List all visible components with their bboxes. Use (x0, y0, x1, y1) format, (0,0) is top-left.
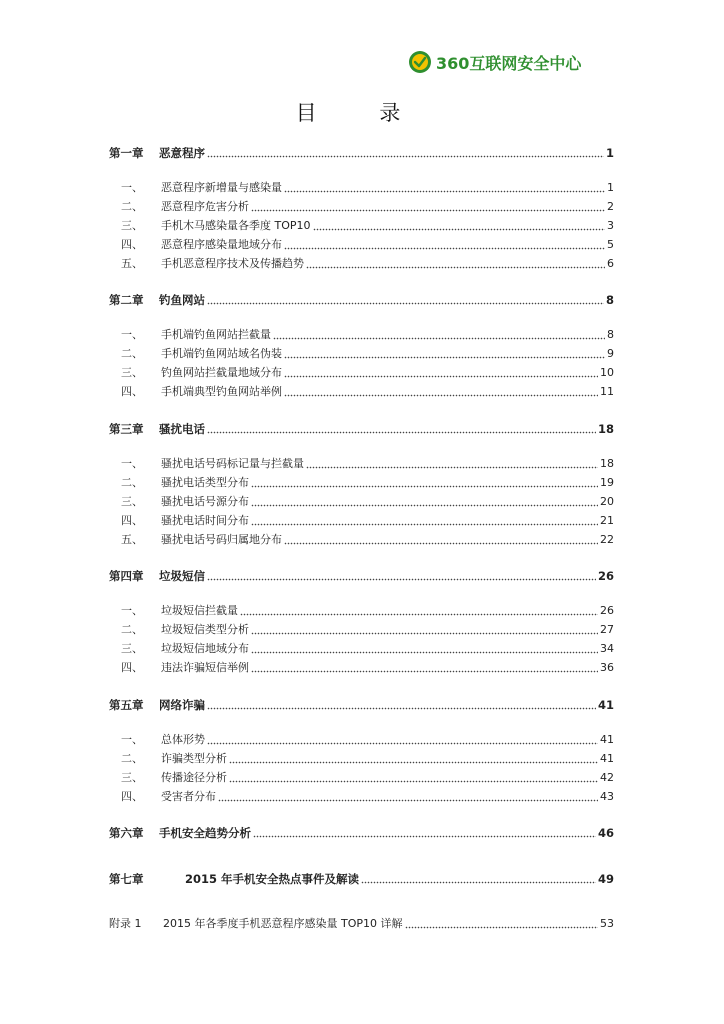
toc-number: 第一章 (109, 146, 144, 160)
dot-leader (306, 266, 605, 269)
toc-page-number: 22 (600, 533, 614, 546)
toc-title: 骚扰电话 (159, 422, 205, 436)
toc-number: 四、 (121, 385, 143, 398)
toc-number: 三、 (121, 219, 143, 232)
toc-page-number: 26 (600, 604, 614, 617)
toc-section-row[interactable] (109, 532, 614, 548)
toc-title: 恶意程序新增量与感染量 (161, 181, 282, 194)
toc-page-number: 8 (607, 328, 614, 341)
dot-leader (306, 466, 598, 469)
toc-page-number: 18 (600, 457, 614, 470)
dot-leader (251, 504, 598, 507)
dot-leader (251, 485, 598, 488)
toc-number: 一、 (121, 604, 143, 617)
toc-section-row[interactable] (109, 475, 614, 491)
toc-section-row[interactable] (109, 770, 614, 786)
toc-number: 三、 (121, 642, 143, 655)
toc-number: 四、 (121, 790, 143, 803)
toc-number: 附录 1 (109, 917, 142, 930)
toc-title: 恶意程序感染量地域分布 (161, 238, 282, 251)
toc-title: 手机端钓鱼网站拦截量 (161, 328, 271, 341)
toc-number: 二、 (121, 200, 143, 213)
toc-number: 一、 (121, 457, 143, 470)
toc-page-number: 9 (607, 347, 614, 360)
toc-section-row[interactable] (109, 180, 614, 196)
toc-page-number: 6 (607, 257, 614, 270)
dot-leader (229, 761, 598, 764)
dot-leader (284, 375, 598, 378)
toc-page-number: 18 (597, 422, 614, 436)
toc-section-row[interactable] (109, 513, 614, 529)
toc-page-number: 2 (607, 200, 614, 213)
toc-title: 恶意程序危害分析 (161, 200, 249, 213)
toc-number: 三、 (121, 771, 143, 784)
toc-number: 二、 (121, 623, 143, 636)
toc-section-row[interactable] (109, 256, 614, 272)
toc-number: 四、 (121, 514, 143, 527)
toc-page-number: 46 (597, 826, 614, 840)
toc-page-number: 3 (607, 219, 614, 232)
toc-section-row[interactable] (109, 660, 614, 676)
toc-title: 恶意程序 (159, 146, 205, 160)
toc-section-row[interactable] (109, 732, 614, 748)
dot-leader (273, 337, 605, 340)
toc-title: 垃圾短信拦截量 (161, 604, 238, 617)
toc-title: 骚扰电话类型分布 (161, 476, 249, 489)
toc-title: 传播途径分析 (161, 771, 227, 784)
dot-leader (207, 155, 604, 158)
toc-number: 第六章 (109, 826, 144, 840)
dot-leader (284, 247, 605, 250)
dot-leader (207, 742, 598, 745)
toc-title: 骚扰电话时间分布 (161, 514, 249, 527)
toc-page-number: 49 (597, 872, 614, 886)
toc-page-number: 43 (600, 790, 614, 803)
toc-page-number: 8 (605, 293, 614, 307)
dot-leader (284, 190, 605, 193)
dot-leader (251, 651, 598, 654)
dot-leader (313, 228, 605, 231)
toc-number: 第四章 (109, 569, 144, 583)
dot-leader (218, 799, 598, 802)
toc-title: 手机恶意程序技术及传播趋势 (161, 257, 304, 270)
toc-title: 垃圾短信类型分析 (161, 623, 249, 636)
toc-chapter-row[interactable] (109, 568, 614, 584)
toc-page-number: 20 (600, 495, 614, 508)
toc-page-number: 41 (597, 698, 614, 712)
toc-number: 三、 (121, 495, 143, 508)
dot-leader (284, 542, 598, 545)
toc-page-number: 11 (600, 385, 614, 398)
dot-leader (240, 613, 598, 616)
toc-section-row[interactable] (109, 237, 614, 253)
toc-chapter-row[interactable] (109, 292, 614, 308)
toc-number: 二、 (121, 752, 143, 765)
toc-page-number: 41 (600, 733, 614, 746)
toc-number: 第七章 (109, 872, 144, 886)
toc-section-row[interactable] (109, 789, 614, 805)
toc-page-number: 36 (600, 661, 614, 674)
toc-chapter-row[interactable] (109, 697, 614, 713)
toc-page-number: 19 (600, 476, 614, 489)
toc-title: 骚扰电话号码标记量与拦截量 (161, 457, 304, 470)
dot-leader (284, 356, 605, 359)
toc-page-number: 1 (605, 146, 614, 160)
toc-section-row[interactable] (109, 641, 614, 657)
toc-section-row[interactable] (109, 365, 614, 381)
dot-leader (405, 926, 599, 929)
toc-chapter-row[interactable] (109, 145, 614, 161)
toc-page-number: 21 (600, 514, 614, 527)
toc-page-number: 26 (597, 569, 614, 583)
toc-number: 一、 (121, 181, 143, 194)
toc-title: 手机安全趋势分析 (159, 826, 251, 840)
dot-leader (207, 707, 596, 710)
toc-section-row[interactable] (109, 603, 614, 619)
toc-section-row[interactable] (109, 218, 614, 234)
toc-title: 手机木马感染量各季度 TOP10 (161, 219, 311, 232)
toc-section-row[interactable] (109, 346, 614, 362)
dot-leader (207, 431, 596, 434)
toc-number: 第三章 (109, 422, 144, 436)
page-title: 目 录 (295, 101, 429, 125)
toc-number: 五、 (121, 533, 143, 546)
dot-leader (251, 632, 598, 635)
dot-leader (284, 394, 598, 397)
toc-page-number: 10 (600, 366, 614, 379)
toc-number: 第二章 (109, 293, 144, 307)
toc-title: 2015 年手机安全热点事件及解读 (185, 872, 360, 886)
toc-page-number: 34 (600, 642, 614, 655)
dot-leader (251, 670, 598, 673)
dot-leader (207, 578, 596, 581)
toc-page-number: 1 (607, 181, 614, 194)
toc-number: 一、 (121, 328, 143, 341)
toc-page-number: 53 (600, 917, 614, 930)
toc-section-row[interactable] (109, 199, 614, 215)
logo-text: 360互联网安全中心 (436, 53, 582, 73)
toc-title: 骚扰电话号源分布 (161, 495, 249, 508)
toc-section-row[interactable] (109, 494, 614, 510)
toc-title: 违法诈骗短信举例 (161, 661, 249, 674)
toc-title: 垃圾短信 (159, 569, 205, 583)
toc-number: 四、 (121, 238, 143, 251)
dot-leader (207, 302, 604, 305)
toc-page-number: 41 (600, 752, 614, 765)
toc-number: 五、 (121, 257, 143, 270)
toc-number: 二、 (121, 347, 143, 360)
toc-title: 受害者分布 (161, 790, 216, 803)
toc-title: 钓鱼网站 (159, 293, 205, 307)
toc-title: 2015 年各季度手机恶意程序感染量 TOP10 详解 (163, 917, 403, 930)
toc-section-row[interactable] (109, 456, 614, 472)
toc-title: 钓鱼网站拦截量地域分布 (161, 366, 282, 379)
toc-title: 手机端典型钓鱼网站举例 (161, 385, 282, 398)
toc-chapter-row[interactable] (109, 421, 614, 437)
toc-section-row[interactable] (109, 327, 614, 343)
toc-title: 网络诈骗 (159, 698, 205, 712)
dot-leader (361, 881, 596, 884)
toc-page-number: 42 (600, 771, 614, 784)
toc-title: 骚扰电话号码归属地分布 (161, 533, 282, 546)
toc-number: 三、 (121, 366, 143, 379)
toc-title: 诈骗类型分析 (161, 752, 227, 765)
toc-appendix-row[interactable] (109, 916, 614, 932)
dot-leader (251, 523, 598, 526)
dot-leader (229, 780, 598, 783)
toc-chapter-row[interactable] (109, 825, 614, 841)
toc-title: 手机端钓鱼网站域名伪装 (161, 347, 282, 360)
toc-number: 第五章 (109, 698, 144, 712)
dot-leader (251, 209, 605, 212)
toc-number: 四、 (121, 661, 143, 674)
toc-number: 二、 (121, 476, 143, 489)
toc-title: 总体形势 (161, 733, 205, 746)
toc-chapter-row[interactable] (109, 871, 614, 887)
toc-section-row[interactable] (109, 384, 614, 400)
toc-page-number: 27 (600, 623, 614, 636)
dot-leader (253, 835, 596, 838)
toc-section-row[interactable] (109, 622, 614, 638)
toc-section-row[interactable] (109, 751, 614, 767)
toc-number: 一、 (121, 733, 143, 746)
toc-title: 垃圾短信地域分布 (161, 642, 249, 655)
toc-page-number: 5 (607, 238, 614, 251)
